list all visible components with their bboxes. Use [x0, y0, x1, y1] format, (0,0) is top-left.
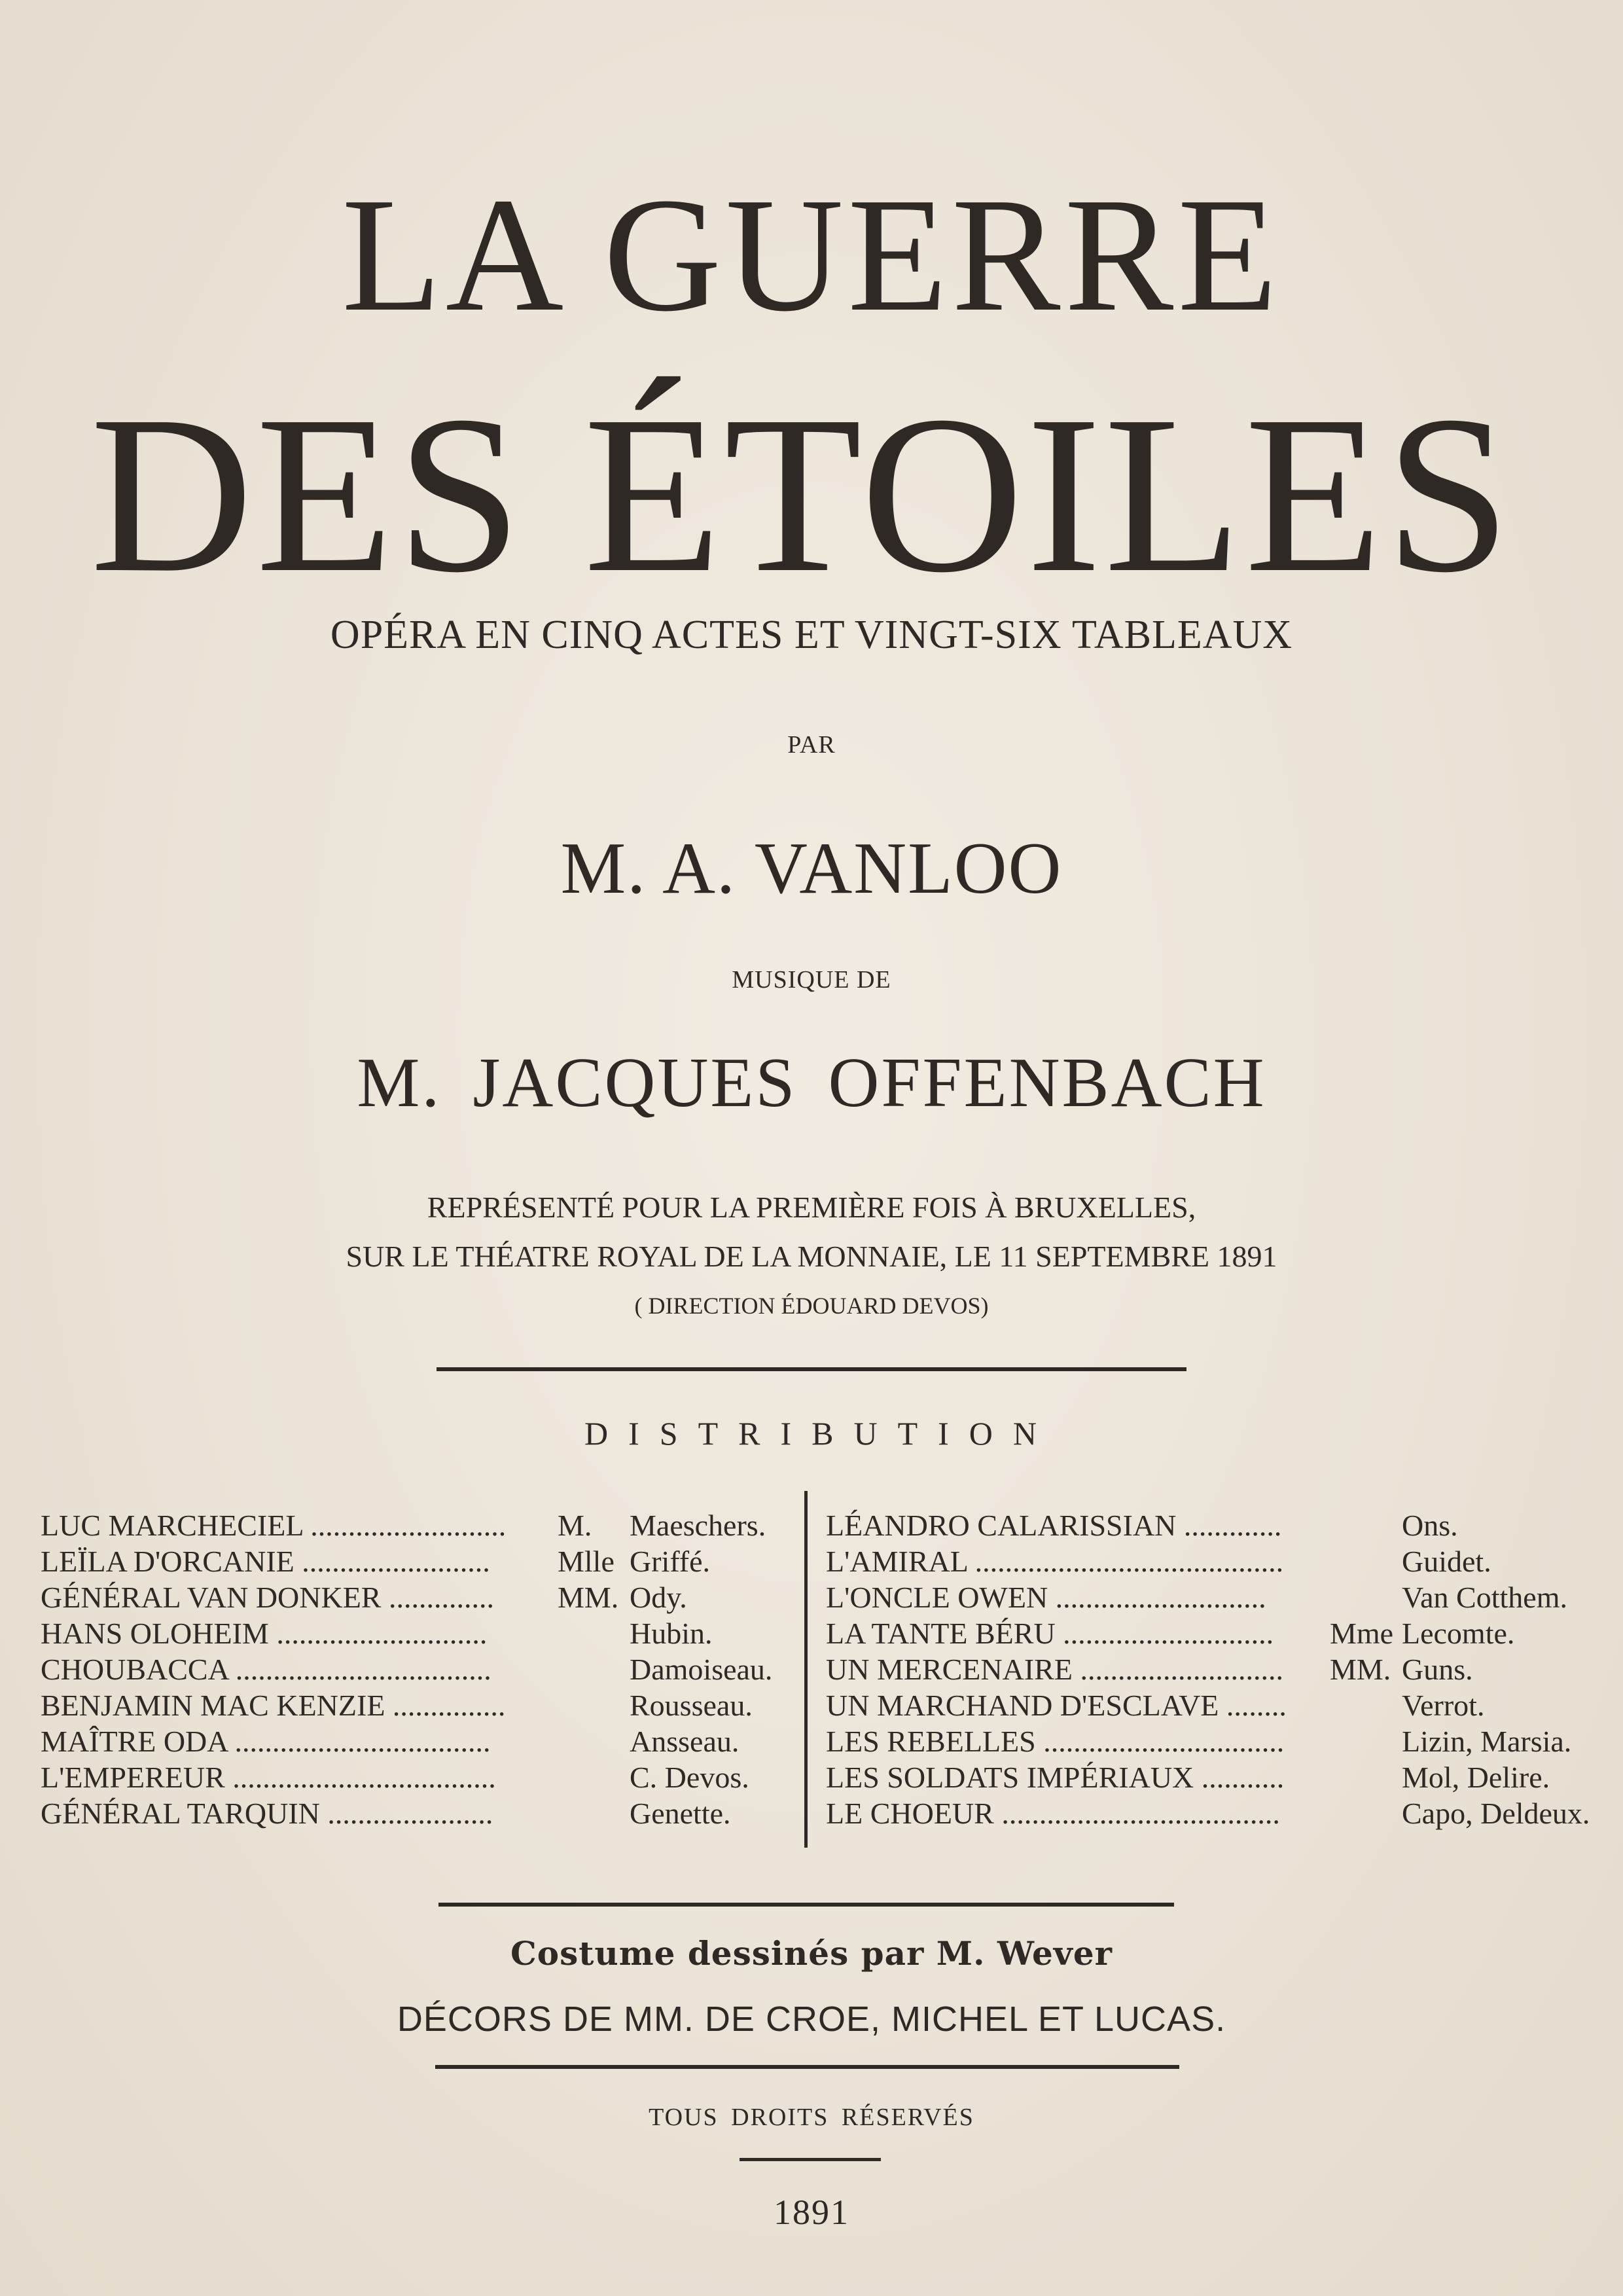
cast-title: Mlle	[558, 1545, 615, 1578]
cast-actor: Guns.	[1402, 1653, 1473, 1686]
cast-actor: Ody.	[630, 1581, 687, 1614]
cast-row	[826, 1543, 1618, 1579]
cast-role: LA TANTE BÉRU ............................	[826, 1617, 1274, 1650]
cast-role: HANS OLOHEIM ............................	[41, 1617, 488, 1650]
cast-role: UN MERCENAIRE ...........................	[826, 1653, 1283, 1686]
cast-role: CHOUBACCA ..................................	[41, 1653, 491, 1686]
cast-title: MM.	[558, 1581, 619, 1614]
cast-row	[41, 1759, 793, 1795]
cast-role: L'AMIRAL .........................................	[826, 1545, 1284, 1578]
par-label: PAR	[787, 731, 836, 759]
composer-name: M. JACQUES OFFENBACH	[357, 1044, 1266, 1122]
cast-role: UN MARCHAND D'ESCLAVE ........	[826, 1689, 1287, 1722]
cast-row	[41, 1579, 793, 1615]
cast-row	[41, 1723, 793, 1759]
cast-role: LEÏLA D'ORCANIE .........................	[41, 1545, 490, 1578]
cast-actor: Capo, Deldeux.	[1402, 1797, 1590, 1830]
cast-actor: Verrot.	[1402, 1689, 1485, 1722]
cast-actor: Griffé.	[630, 1545, 711, 1578]
author-name: M. A. VANLOO	[560, 828, 1063, 909]
costume-credit: Costume dessinés par M. Wever	[510, 1934, 1113, 1973]
cast-actor: Damoiseau.	[630, 1653, 773, 1686]
cast-row	[41, 1543, 793, 1579]
cast-actor: Mol, Delire.	[1402, 1761, 1550, 1794]
divider-rule-bottom	[435, 2065, 1179, 2069]
cast-row	[826, 1795, 1618, 1831]
cast-role: LÉANDRO CALARISSIAN .............	[826, 1509, 1282, 1542]
title-line-1: LA GUERRE	[342, 164, 1281, 346]
cast-title: Mme	[1330, 1617, 1394, 1650]
cast-role: BENJAMIN MAC KENZIE ...............	[41, 1689, 506, 1722]
cast-row	[826, 1759, 1618, 1795]
cast-actor: Lizin, Marsia.	[1402, 1725, 1572, 1758]
cast-list-right	[826, 1507, 1618, 1831]
direction-note: ( DIRECTION ÉDOUARD DEVOS)	[634, 1293, 989, 1319]
premiere-line-2: SUR LE THÉATRE ROYAL DE LA MONNAIE, LE 11 SEPTEMBRE 1891	[346, 1240, 1277, 1273]
cast-role: GÉNÉRAL VAN DONKER ..............	[41, 1581, 494, 1614]
rights-notice: TOUS DROITS RÉSERVÉS	[649, 2104, 974, 2131]
cast-title: MM.	[1330, 1653, 1391, 1686]
cast-actor: Hubin.	[630, 1617, 713, 1650]
cast-row	[41, 1687, 793, 1723]
divider-rule-top	[437, 1367, 1186, 1371]
cast-row	[41, 1651, 793, 1687]
cast-role: LUC MARCHECIEL ..........................	[41, 1509, 507, 1542]
subtitle: OPÉRA EN CINQ ACTES ET VINGT-SIX TABLEAUX	[330, 613, 1293, 657]
cast-actor: Ansseau.	[630, 1725, 740, 1758]
cast-title: M.	[558, 1509, 592, 1542]
cast-actor: Genette.	[630, 1797, 731, 1830]
cast-actor: Ons.	[1402, 1509, 1458, 1542]
cast-row	[826, 1507, 1618, 1543]
cast-actor: Rousseau.	[630, 1689, 753, 1722]
cast-row	[826, 1723, 1618, 1759]
cast-row	[41, 1507, 793, 1543]
cast-row	[41, 1615, 793, 1651]
premiere-line-1: REPRÉSENTÉ POUR LA PREMIÈRE FOIS À BRUXELLES,	[427, 1191, 1196, 1224]
cast-role: MAÎTRE ODA ..................................	[41, 1725, 491, 1758]
cast-role: L'ONCLE OWEN ............................	[826, 1581, 1266, 1614]
cast-role: L'EMPEREUR ...................................	[41, 1761, 496, 1794]
cast-role: LE CHOEUR .....................................	[826, 1797, 1280, 1830]
distribution-heading: DISTRIBUTION	[584, 1415, 1057, 1452]
cast-role: GÉNÉRAL TARQUIN ......................	[41, 1797, 493, 1830]
cast-role: LES REBELLES ................................	[826, 1725, 1285, 1758]
publication-year: 1891	[774, 2193, 849, 2232]
cast-row	[826, 1651, 1618, 1687]
cast-row	[41, 1795, 793, 1831]
cast-actor: Guidet.	[1402, 1545, 1491, 1578]
cast-actor: C. Devos.	[630, 1761, 749, 1794]
musique-de-label: MUSIQUE DE	[732, 966, 891, 994]
title-line-2: DES ÉTOILES	[90, 369, 1514, 619]
decors-credit: DÉCORS DE MM. DE CROE, MICHEL ET LUCAS.	[397, 2000, 1226, 2039]
cast-actor: Van Cotthem.	[1402, 1581, 1567, 1614]
cast-column-divider	[804, 1491, 808, 1848]
cast-actor: Lecomte.	[1402, 1617, 1515, 1650]
cast-row	[826, 1579, 1618, 1615]
cast-actor: Maeschers.	[630, 1509, 766, 1542]
cast-row	[826, 1687, 1618, 1723]
cast-list-left	[41, 1507, 793, 1831]
cast-role: LES SOLDATS IMPÉRIAUX ...........	[826, 1761, 1285, 1794]
cast-row	[826, 1615, 1618, 1651]
divider-rule-middle	[438, 1903, 1174, 1907]
divider-rule-short	[740, 2158, 881, 2161]
